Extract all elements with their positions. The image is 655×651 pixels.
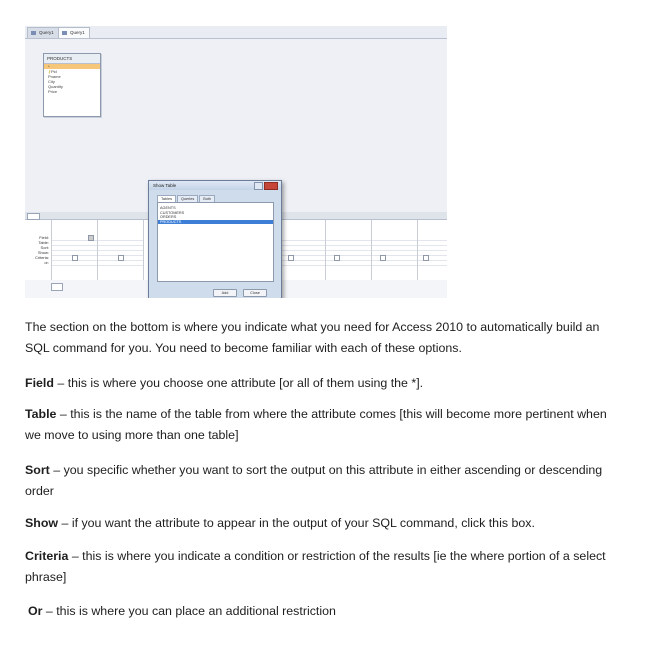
desc-table: – this is the name of the table from where the attribute comes [this will become more pertinent when we move to using more than one table] bbox=[25, 407, 607, 442]
horizontal-scrollbar[interactable] bbox=[51, 283, 63, 291]
add-button[interactable]: Add bbox=[213, 289, 237, 297]
label-sort: Sort: bbox=[40, 245, 49, 250]
grid-column[interactable] bbox=[418, 220, 447, 280]
list-item-agents[interactable]: AGENTS bbox=[160, 206, 176, 210]
key-icon: ⚷ bbox=[48, 69, 51, 74]
field-star[interactable]: * bbox=[44, 64, 100, 69]
item-table bbox=[25, 404, 625, 446]
grid-row-labels bbox=[25, 220, 52, 280]
desc-sort: – you specific whether you want to sort the output on this attribute in either ascending or descending order bbox=[25, 463, 603, 498]
item-sort bbox=[25, 460, 625, 502]
field-price[interactable]: Price bbox=[48, 89, 58, 94]
item-or bbox=[28, 601, 628, 622]
help-icon[interactable] bbox=[254, 182, 263, 190]
intro-paragraph: The section on the bottom is where you indicate what you need for Access 2010 to automatically build an SQL command for you. You need to become familiar with each of these options. bbox=[25, 320, 600, 355]
desc-criteria: – this is where you indicate a condition or restriction of the results [ie the where portion of a select phrase] bbox=[25, 549, 606, 584]
item-criteria bbox=[25, 546, 625, 588]
tab-query1-first[interactable]: Query1 bbox=[27, 27, 59, 38]
term-sort: Sort bbox=[25, 463, 50, 477]
tab-queries[interactable]: Queries bbox=[177, 195, 198, 202]
field-quantity[interactable]: Quantity bbox=[48, 84, 63, 89]
query-icon bbox=[62, 31, 67, 35]
item-field bbox=[25, 373, 625, 394]
label-or: or: bbox=[44, 260, 49, 265]
close-icon[interactable] bbox=[264, 182, 278, 190]
access-query-design-screenshot bbox=[25, 22, 447, 298]
document-tab-bar bbox=[25, 26, 447, 39]
desc-show: – if you want the attribute to appear in the output of your SQL command, click this box. bbox=[58, 516, 535, 530]
label-table: Table: bbox=[38, 240, 49, 245]
close-button[interactable]: Close bbox=[243, 289, 267, 297]
item-show bbox=[25, 513, 625, 534]
field-pname[interactable]: Pname bbox=[48, 74, 61, 79]
tab-tables[interactable]: Tables bbox=[157, 195, 176, 202]
list-item-customers[interactable]: CUSTOMERS bbox=[160, 210, 185, 215]
desc-or: – this is where you can place an additional restriction bbox=[42, 604, 336, 618]
desc-field: – this is where you choose one attribute [or all of them using the *]. bbox=[53, 376, 424, 390]
dialog-tabs bbox=[157, 195, 216, 202]
term-show: Show bbox=[25, 516, 59, 530]
field-pid[interactable]: ⚷Pid bbox=[48, 69, 57, 74]
show-table-dialog bbox=[148, 180, 282, 298]
term-table: Table bbox=[25, 407, 57, 421]
window-controls bbox=[253, 182, 278, 189]
label-criteria: Criteria: bbox=[34, 255, 49, 260]
term-or: Or bbox=[28, 604, 43, 618]
grid-column[interactable] bbox=[52, 220, 98, 280]
show-checkbox[interactable] bbox=[423, 255, 429, 261]
list-item-orders[interactable]: ORDERS bbox=[160, 215, 177, 219]
term-field: Field bbox=[25, 376, 54, 390]
list-item-products[interactable]: PRODUCTS bbox=[158, 220, 273, 225]
label-field: Field: bbox=[39, 235, 49, 240]
grid-column[interactable] bbox=[326, 220, 372, 280]
dialog-title: Show Table bbox=[149, 181, 281, 190]
table-box-title: PRODUCTS bbox=[44, 54, 100, 64]
grid-column[interactable] bbox=[98, 220, 144, 280]
table-list[interactable] bbox=[157, 202, 274, 282]
field-dropdown-icon[interactable] bbox=[88, 235, 94, 241]
products-table-box[interactable] bbox=[43, 53, 101, 117]
show-checkbox[interactable] bbox=[288, 255, 294, 261]
label-show: Show: bbox=[37, 250, 49, 255]
grid-column[interactable] bbox=[280, 220, 326, 280]
show-checkbox[interactable] bbox=[334, 255, 340, 261]
show-checkbox[interactable] bbox=[72, 255, 78, 261]
scroll-left-icon[interactable] bbox=[27, 213, 40, 220]
query-icon bbox=[31, 31, 36, 35]
dialog-actions bbox=[213, 289, 273, 297]
term-criteria: Criteria bbox=[25, 549, 69, 563]
show-checkbox[interactable] bbox=[380, 255, 386, 261]
field-city[interactable]: City bbox=[48, 79, 55, 84]
grid-column[interactable] bbox=[372, 220, 418, 280]
show-checkbox[interactable] bbox=[118, 255, 124, 261]
tab-both[interactable]: Both bbox=[199, 195, 215, 202]
tab-query1-active[interactable]: Query1 bbox=[58, 27, 90, 38]
